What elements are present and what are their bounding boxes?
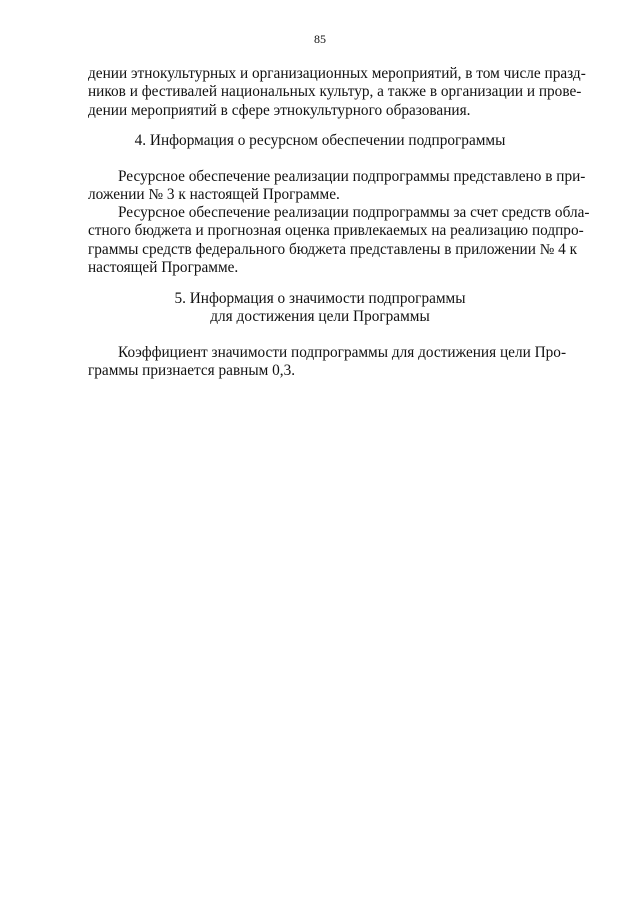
text-line: Коэффициент значимости подпрограммы для достижения цели Про- bbox=[118, 344, 567, 361]
text-line: ников и фестивалей национальных культур, а также в организации и прове- bbox=[88, 83, 582, 101]
section-5-heading bbox=[0, 290, 640, 327]
heading-line: для достижения цели Программы bbox=[210, 308, 430, 326]
section-4-paragraph-2 bbox=[88, 204, 590, 277]
paragraph-continuation bbox=[88, 65, 586, 120]
text-line: ложении № 3 к настоящей Программе. bbox=[88, 186, 340, 204]
text-line: дении этнокультурных и организационных мероприятий, в том числе празд- bbox=[88, 65, 586, 82]
section-4-heading: 4. Информация о ресурсном обеспечении подпрограммы bbox=[134, 132, 506, 149]
text-line: стного бюджета и прогнозная оценка привлекаемых на реализацию подпро- bbox=[88, 222, 584, 240]
section-5-paragraph-1 bbox=[88, 344, 567, 381]
page-number: 85 bbox=[314, 32, 326, 46]
text-line: граммы средств федерального бюджета представлены в приложении № 4 к bbox=[88, 240, 578, 258]
text-line: дении мероприятий в сфере этнокультурного образования. bbox=[88, 101, 471, 119]
section-4-paragraph-1 bbox=[88, 168, 586, 205]
text-line: граммы признается равным 0,3. bbox=[88, 362, 296, 380]
heading-line: 5. Информация о значимости подпрограммы bbox=[174, 290, 466, 307]
text-line: Ресурсное обеспечение реализации подпрограммы представлено в при- bbox=[118, 168, 586, 185]
text-line: Ресурсное обеспечение реализации подпрограммы за счет средств обла- bbox=[118, 204, 590, 221]
text-line: настоящей Программе. bbox=[88, 258, 239, 276]
